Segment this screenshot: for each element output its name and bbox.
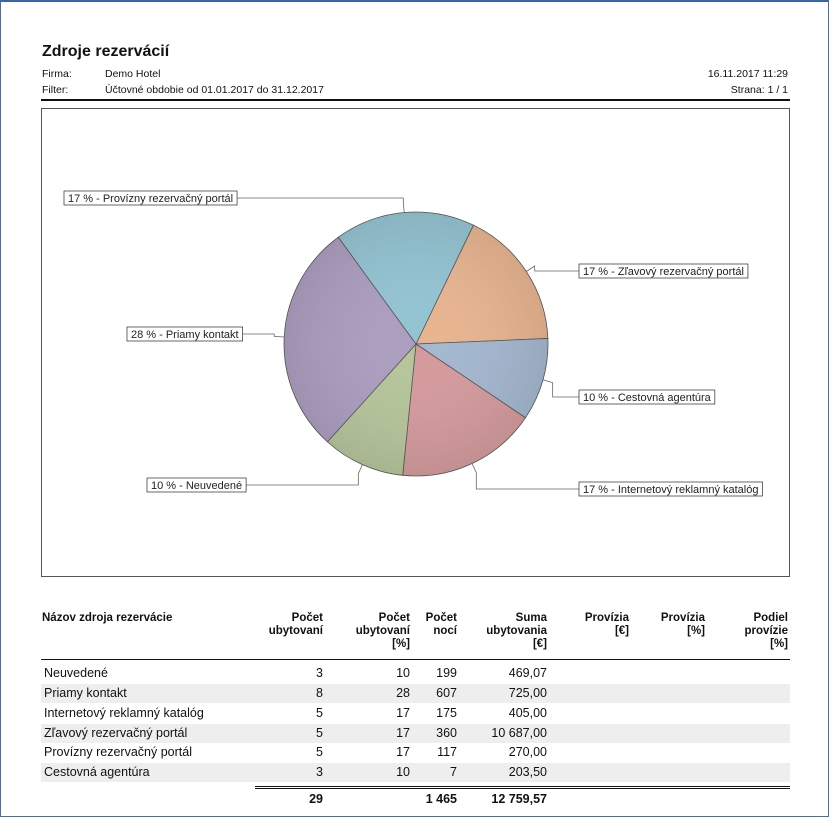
pie-shading [284, 212, 548, 476]
pie-slice-label: 17 % - Zľavový rezervačný portál [583, 266, 744, 278]
nights-cell: 360 [436, 726, 457, 740]
table-row [41, 743, 790, 762]
source-name: Neuvedené [44, 666, 108, 680]
table-row [41, 763, 790, 782]
col-header-count: Počet ubytovaní [268, 612, 323, 637]
count-pct-cell: 28 [396, 686, 410, 700]
sum-cell: 725,00 [508, 686, 547, 700]
filter-label: Filter: [42, 84, 69, 96]
count-cell: 5 [316, 745, 323, 759]
count-pct-cell: 10 [396, 666, 410, 680]
pie-slice-label: 28 % - Priamy kontakt [131, 329, 239, 341]
total-nights: 1 465 [425, 792, 457, 806]
firma-value: Demo Hotel [105, 68, 161, 80]
col-header-commission-share: Podiel provízie [%] [744, 612, 788, 650]
pie-label-connector [237, 198, 404, 213]
col-header-commission-pct: Provízia [%] [660, 612, 705, 637]
firma-label: Firma: [42, 68, 72, 80]
nights-cell: 175 [436, 706, 457, 720]
sum-cell: 405,00 [508, 706, 547, 720]
table-row [41, 724, 790, 743]
count-cell: 5 [316, 706, 323, 720]
nights-cell: 199 [436, 666, 457, 680]
pie-label-connector [526, 266, 579, 271]
pie-slice-label: 10 % - Cestovná agentúra [583, 392, 711, 404]
pie-slice-label: 10 % - Neuvedené [151, 480, 243, 492]
pie-slice-label: 17 % - Internetový reklamný katalóg [583, 484, 759, 496]
pie-label-connector [472, 464, 579, 489]
col-header-count-pct: Počet ubytovaní [%] [355, 612, 410, 650]
nights-cell: 7 [450, 765, 457, 779]
source-name: Provízny rezervačný portál [44, 745, 192, 759]
table-row [41, 704, 790, 723]
sum-cell: 469,07 [508, 666, 547, 680]
pie-label-connector [243, 334, 285, 337]
nights-cell: 117 [437, 745, 457, 759]
header-rule [41, 99, 790, 101]
sum-cell: 10 687,00 [491, 726, 547, 740]
page-number: Strana: 1 / 1 [730, 84, 788, 96]
source-name: Priamy kontakt [44, 686, 127, 700]
col-header-name: Názov zdroja rezervácie [42, 612, 173, 624]
report-datetime: 16.11.2017 11:29 [707, 68, 788, 80]
filter-value: Účtovné obdobie od 01.01.2017 do 31.12.2017 [105, 84, 324, 96]
source-name: Zľavový rezervačný portál [44, 726, 188, 740]
total-sum: 12 759,57 [491, 792, 547, 806]
totals-rule [255, 786, 790, 787]
count-cell: 5 [316, 726, 323, 740]
table-row [41, 684, 790, 703]
table-header-rule [41, 659, 790, 660]
pie-label-connector [246, 465, 362, 485]
totals-rule-double [255, 788, 790, 789]
pie-chart [42, 109, 791, 578]
count-cell: 3 [316, 765, 323, 779]
col-header-sum: Suma ubytovania [€] [486, 612, 547, 650]
pie-slice-label: 17 % - Provízny rezervačný portál [68, 193, 234, 205]
count-pct-cell: 17 [396, 726, 410, 740]
nights-cell: 607 [436, 686, 457, 700]
col-header-commission: Provízia [€] [584, 612, 629, 637]
sum-cell: 203,50 [508, 765, 547, 779]
source-name: Cestovná agentúra [44, 765, 150, 779]
total-count: 29 [309, 792, 323, 806]
count-pct-cell: 17 [396, 745, 410, 759]
count-pct-cell: 10 [396, 765, 410, 779]
source-name: Internetový reklamný katalóg [44, 706, 204, 720]
sum-cell: 270,00 [508, 745, 547, 759]
pie-label-connector [543, 380, 579, 397]
report-title: Zdroje rezervácií [42, 43, 170, 60]
table-row [41, 664, 790, 683]
count-cell: 8 [316, 686, 323, 700]
col-header-nights: Počet nocí [425, 612, 457, 637]
count-pct-cell: 17 [396, 706, 410, 720]
pie-chart-box [41, 108, 790, 577]
count-cell: 3 [316, 666, 323, 680]
